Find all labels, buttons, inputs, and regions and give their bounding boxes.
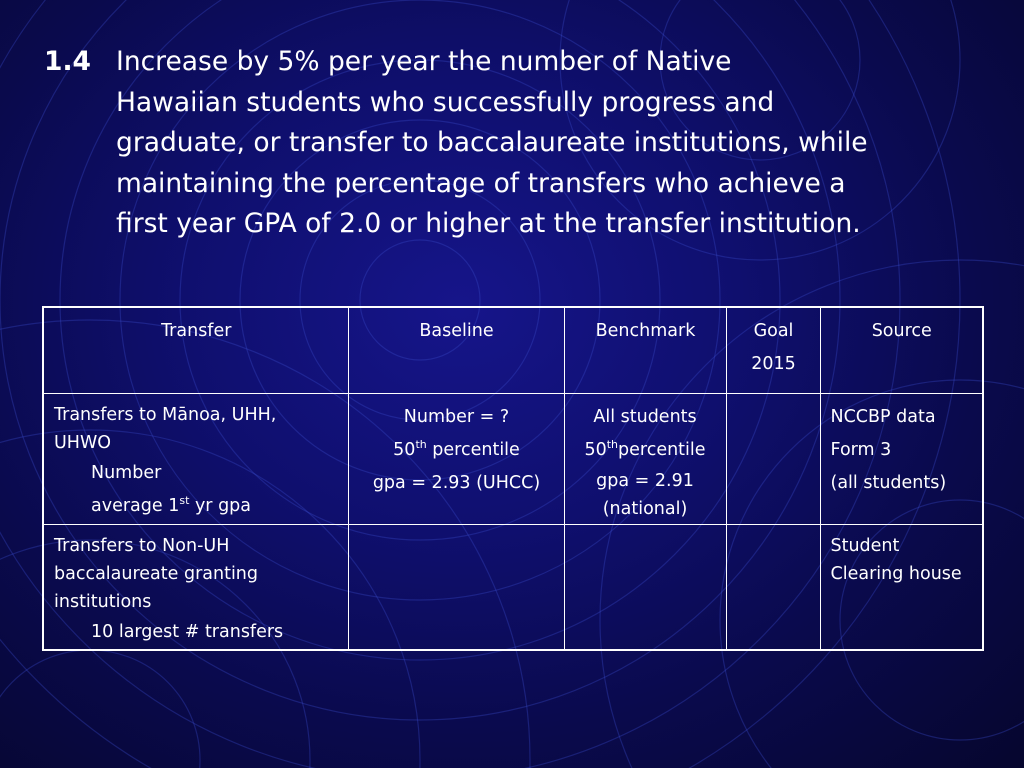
cell-baseline (348, 394, 564, 525)
superscript: th (415, 438, 427, 451)
header-goal (726, 307, 820, 394)
goal-line-1 (44, 42, 984, 83)
goal-line-2: Hawaiian students who successfully progress and (116, 86, 775, 118)
goal-text-line: Increase by 5% per year the number of Native (116, 46, 732, 77)
text-part: percentile (426, 440, 520, 460)
source-line-3: (all students) (830, 473, 947, 493)
goal-number: 1.4 (44, 46, 91, 77)
cell-source (820, 394, 983, 525)
header-transfer: Transfer (43, 307, 348, 394)
goal-line-4: maintaining the percentage of transfers who achieve a (116, 167, 846, 199)
header-source: Source (820, 307, 983, 394)
text-part: 50 (584, 440, 607, 460)
cell-transfer (43, 525, 348, 651)
table-row (43, 525, 983, 651)
cell-goal (726, 525, 820, 651)
baseline-line-2 (359, 434, 555, 467)
cell-transfer (43, 394, 348, 525)
benchmark-line-2 (571, 434, 720, 467)
benchmark-line-4: (national) (602, 499, 688, 519)
source-line-2: Form 3 (830, 440, 892, 460)
table-header-row (43, 307, 983, 394)
cell-baseline (348, 525, 564, 651)
baseline-line-1: Number = ? (403, 407, 510, 427)
cell-benchmark (564, 394, 726, 525)
text-part: average 1 (91, 496, 180, 516)
transfer-title: Transfers to Non-UH baccalaureate granting institutions (54, 536, 259, 612)
cell-source: Student Clearing house (820, 525, 983, 651)
header-baseline: Baseline (348, 307, 564, 394)
transfer-table (42, 306, 984, 651)
transfer-sub-largest: 10 largest # transfers (91, 622, 284, 642)
goal-line-3: graduate, or transfer to baccalaureate institutions, while (116, 127, 868, 158)
benchmark-line-1: All students (593, 407, 697, 427)
transfer-sub-number: Number (91, 463, 162, 483)
source-line-1: NCCBP data (830, 407, 936, 427)
table-row (43, 394, 983, 525)
superscript: th (606, 438, 619, 451)
text-part: percentile (618, 440, 706, 460)
header-goal-year: 2015 (751, 354, 796, 374)
text-part: 50 (393, 440, 416, 460)
baseline-line-3: gpa = 2.93 (UHCC) (372, 473, 541, 493)
goal-line-5: first year GPA of 2.0 or higher at the transfer institution. (116, 208, 861, 239)
benchmark-line-3: gpa = 2.91 (596, 471, 694, 491)
cell-benchmark (564, 525, 726, 651)
header-benchmark: Benchmark (564, 307, 726, 394)
transfer-sub-gpa (54, 490, 339, 523)
superscript: st (179, 494, 190, 507)
goal-statement (44, 42, 984, 245)
text-part: yr gpa (189, 496, 252, 516)
header-goal-label: Goal (753, 321, 794, 341)
transfer-title: Transfers to Mānoa, UHH, UHWO (54, 405, 277, 453)
cell-goal (726, 394, 820, 525)
